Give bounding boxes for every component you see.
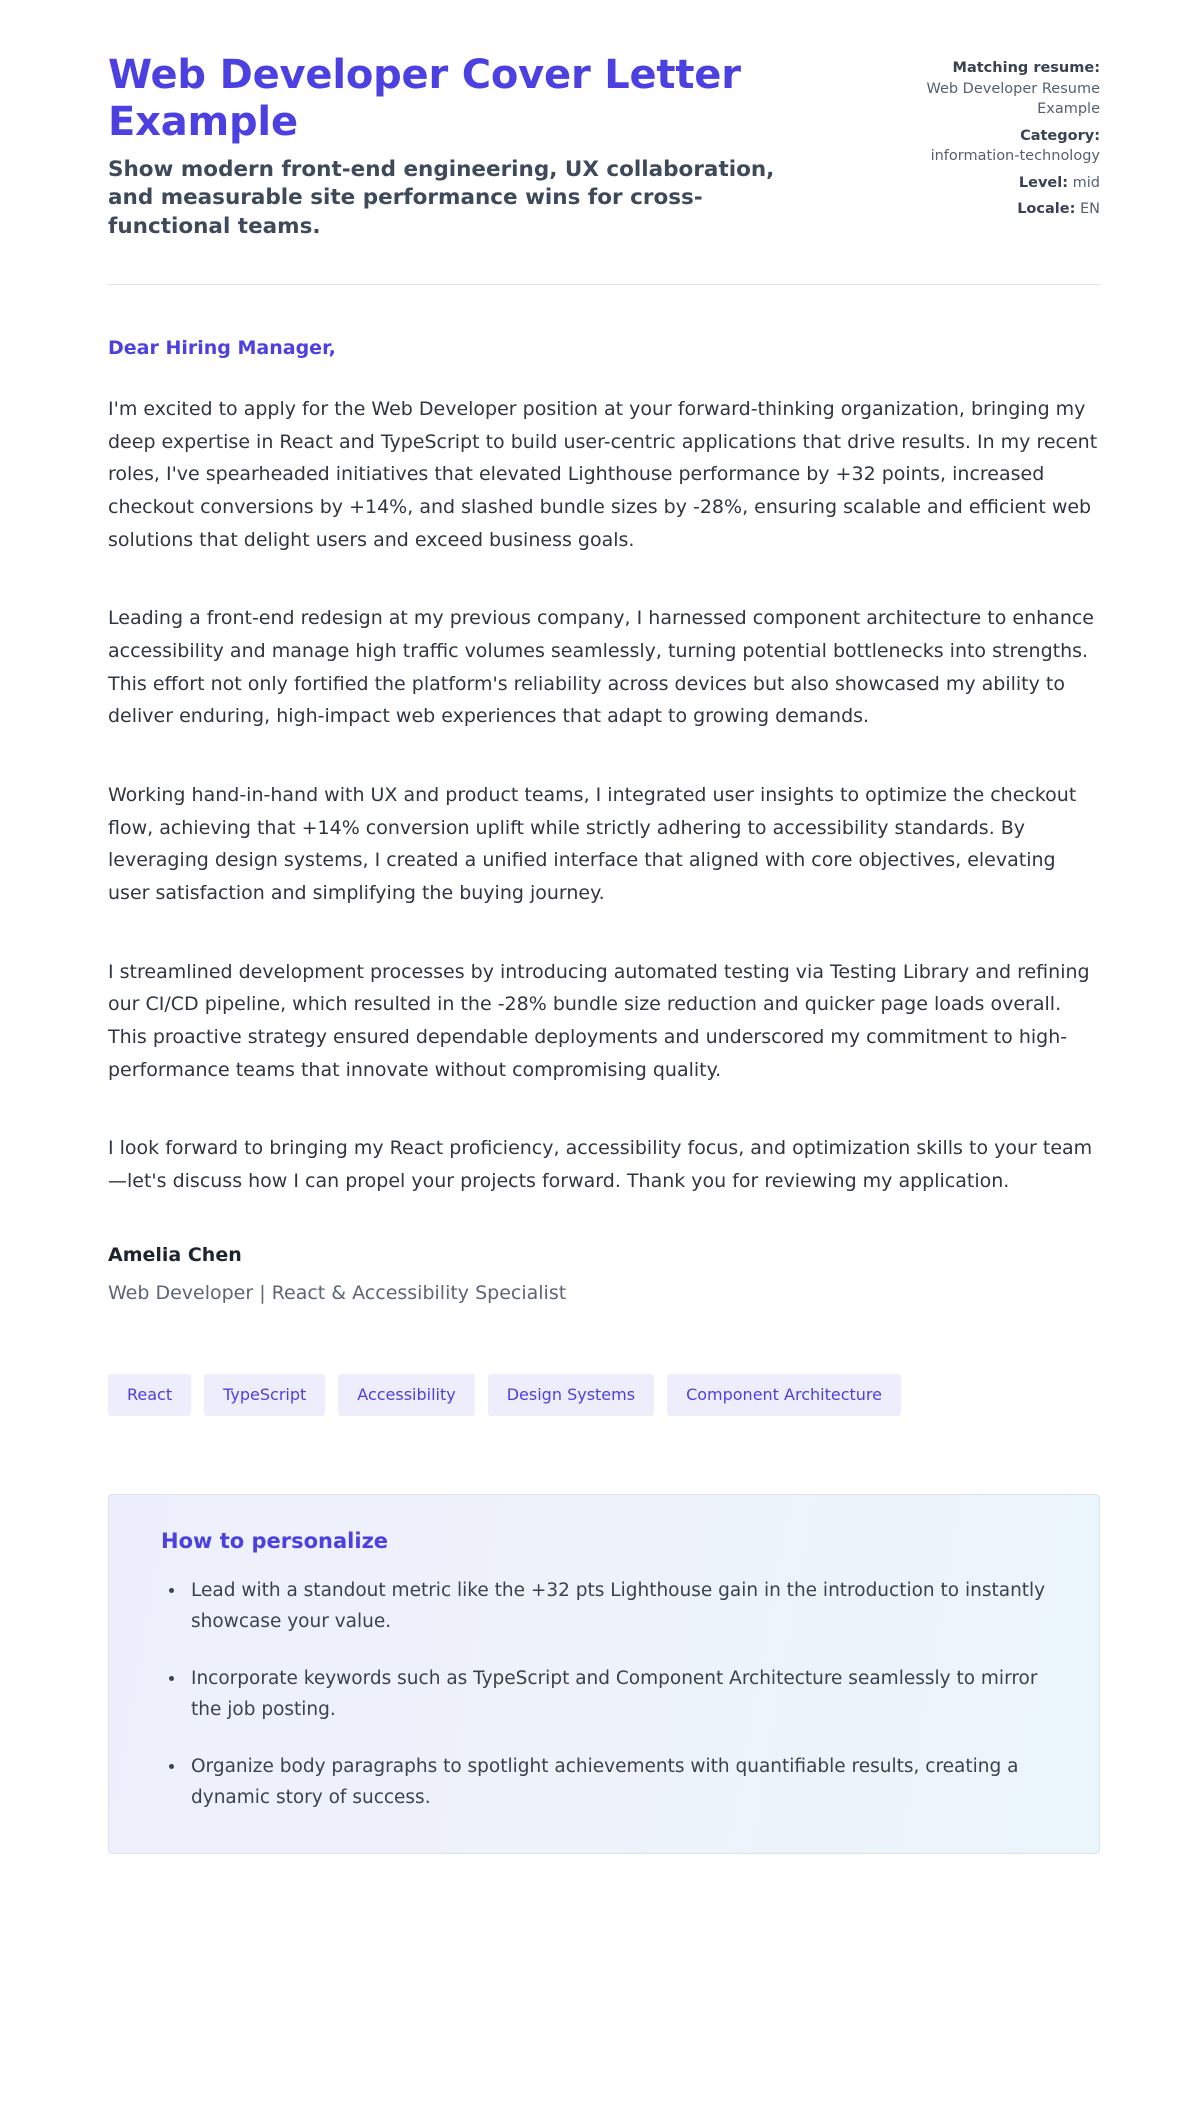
list-item (161, 1663, 1061, 1725)
meta-locale-value: EN (1079, 201, 1100, 218)
header-title-block (108, 52, 808, 242)
meta-level (915, 173, 1100, 194)
list-item (161, 1751, 1061, 1813)
skill-tag[interactable]: React (108, 1374, 191, 1416)
meta-locale (915, 199, 1100, 220)
skill-tag[interactable]: Accessibility (338, 1374, 474, 1416)
body-paragraph: I streamlined development processes by introducing automated testing via Testing Library and refining our CI/CD pipeline, which resulted in the -28% bundle size reduction and quicker page loads overall. This proactive strategy ensured dependable deployments and underscored my commitment to high-performance teams that innovate without compromising quality. (108, 960, 1090, 1081)
body-paragraph: Leading a front-end redesign at my previous company, I harnessed component architecture to enhance accessibility and manage high traffic volumes seamlessly, turning potential bottlenecks into strengths. This effort not only fortified the platform's reliability across devices but also showcased my ability to deliver enduring, high-impact web experiences that adapt to growing demands. (108, 607, 1094, 728)
meta-matching-resume-value: Web Developer Resume Example (926, 80, 1100, 118)
header-divider (108, 284, 1100, 285)
skill-tag[interactable]: Component Architecture (667, 1374, 901, 1416)
meta-level-label: Level: (1018, 174, 1069, 191)
personalize-callout (108, 1494, 1100, 1854)
skill-tag-list (108, 1374, 1100, 1416)
list-item (161, 1575, 1061, 1637)
meta-category-label: Category: (1020, 127, 1100, 144)
callout-title: How to personalize (161, 1528, 389, 1553)
signature-block (108, 1244, 1100, 1304)
skill-tag[interactable]: TypeScript (204, 1374, 325, 1416)
meta-matching-resume (915, 58, 1100, 120)
bullet-icon (169, 1676, 174, 1681)
signer-name: Amelia Chen (108, 1243, 242, 1266)
list-item-text: Lead with a standout metric like the +32 pts Lighthouse gain in the introduction to instantly showcase your value. (191, 1579, 1046, 1632)
salutation: Dear Hiring Manager, (108, 336, 336, 359)
list-item-text: Incorporate keywords such as TypeScript and Component Architecture seamlessly to mirror the job posting. (191, 1667, 1038, 1720)
body-paragraph: I look forward to bringing my React proficiency, accessibility focus, and optimization skills to your team—let's discuss how I can propel your projects forward. Thank you for reviewing my application. (108, 1137, 1093, 1193)
meta-level-value: mid (1072, 174, 1100, 191)
page-subtitle: Show modern front-end engineering, UX collaboration, and measurable site performance wins for cross-functional teams. (108, 156, 775, 240)
meta-category-value: information-technology (930, 148, 1100, 165)
page-header (108, 52, 1100, 242)
callout-tip-list (139, 1575, 1061, 1813)
meta-locale-label: Locale: (1017, 201, 1076, 218)
cover-letter-body (108, 337, 1100, 1304)
meta-category (915, 126, 1100, 167)
skill-tag[interactable]: Design Systems (488, 1374, 654, 1416)
signer-role: Web Developer | React & Accessibility Specialist (108, 1281, 567, 1304)
document-metadata (915, 52, 1100, 220)
bullet-icon (169, 1764, 174, 1769)
page-title: Web Developer Cover Letter Example (108, 52, 741, 145)
list-item-text: Organize body paragraphs to spotlight achievements with quantifiable results, creating a dynamic story of success. (191, 1756, 1019, 1809)
body-paragraph: I'm excited to apply for the Web Developer position at your forward-thinking organization, bringing my deep expertise in React and TypeScript to build user-centric applications that drive results. In my recent roles, I've spearheaded initiatives that elevated Lighthouse performance by +32 points, increased checkout conversions by +14%, and slashed bundle sizes by -28%, ensuring scalable and efficient web solutions that delight users and exceed business goals. (108, 397, 1098, 551)
meta-matching-resume-label: Matching resume: (952, 60, 1100, 76)
bullet-icon (169, 1588, 174, 1593)
body-paragraph: Working hand-in-hand with UX and product teams, I integrated user insights to optimize the checkout flow, achieving that +14% conversion uplift while strictly adhering to accessibility standards. By leveraging design systems, I created a unified interface that aligned with core objectives, elevating user satisfaction and simplifying the buying journey. (108, 784, 1077, 905)
